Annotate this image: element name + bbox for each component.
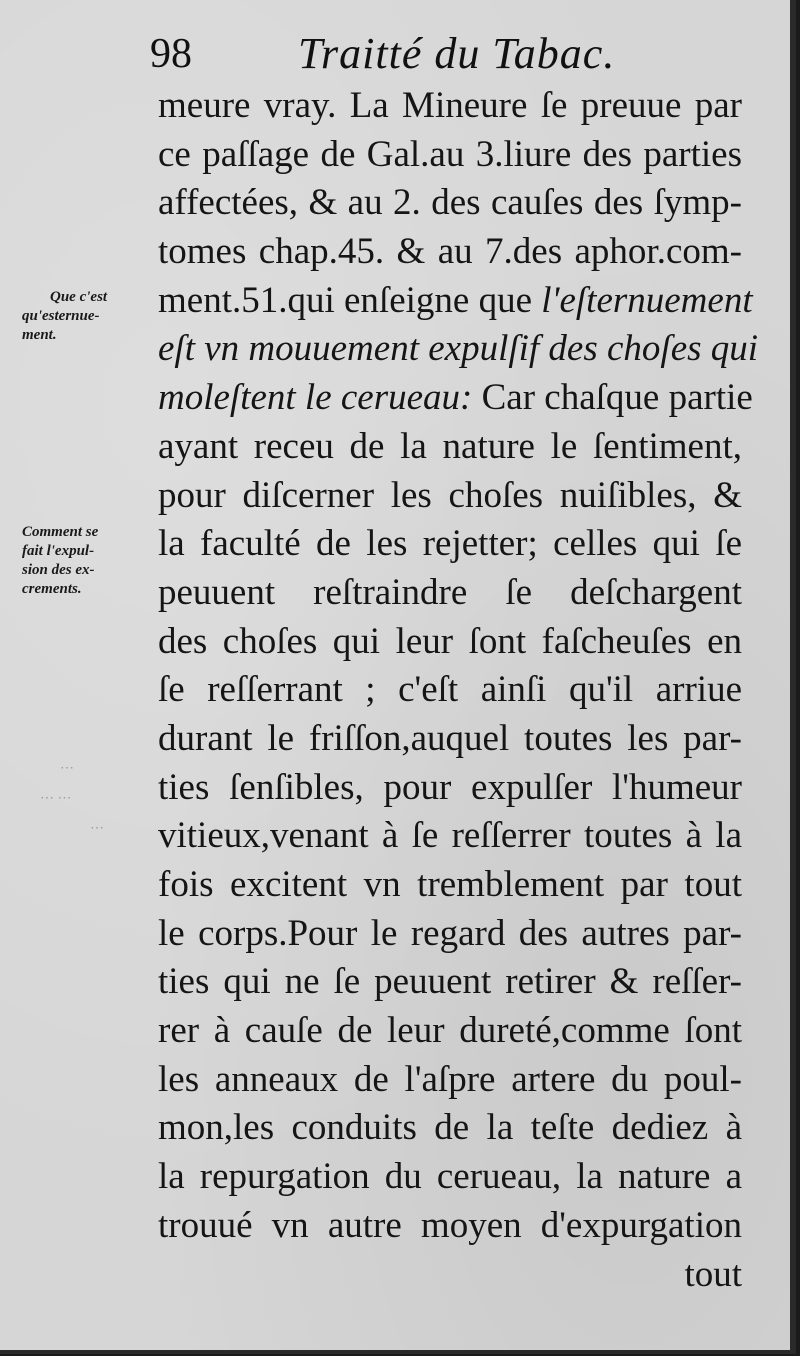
italic-quote: moleſtent le cerueau: <box>158 377 473 419</box>
text-line: meure vray. La Mineure ſe preuue par <box>158 85 742 126</box>
catchword: tout <box>684 1253 742 1295</box>
text-line: ties ſenſibles, pour expulſer l'humeur <box>158 766 742 808</box>
bleed-through-mark: ⋯ ⋯ <box>40 791 72 806</box>
text-line: vitieux,venant à ſe reſſerrer toutes à la <box>158 815 742 857</box>
bleed-through-mark: ⋯ <box>90 821 104 836</box>
margin-note-sneezing <box>22 288 152 345</box>
text-line: tomes chap.45. & au 7.des aphor.com- <box>158 231 742 273</box>
text-line: pour diſcerner les choſes nuiſibles, & <box>158 474 742 516</box>
text-line: trouué vn autre moyen d'expurgation <box>158 1204 742 1246</box>
text-line: des choſes qui leur ſont faſcheuſes en <box>158 620 742 662</box>
text-line <box>158 374 753 423</box>
text-line: ties qui ne ſe peuuent retirer & reſſer- <box>158 961 742 1003</box>
text-line: ce paſſage de Gal.au 3.liure des parties <box>158 133 742 175</box>
margin-note-line: ment. <box>22 327 57 343</box>
bleed-through-mark: ⋯ <box>60 761 74 776</box>
page-header <box>148 22 618 82</box>
text-line: la repurgation du cerueau, la nature a <box>158 1156 742 1198</box>
margin-note-line: crements. <box>22 581 82 597</box>
running-title: Traitté du Tabac. <box>298 29 616 78</box>
text-run: Car chaſque partie <box>472 377 753 419</box>
text-line: le corps.Pour le regard des autres par- <box>158 912 742 954</box>
margin-note-line: fait l'expul- <box>22 543 95 559</box>
body-text <box>158 82 759 1299</box>
text-line: la faculté de les rejetter; celles qui ſe <box>158 523 742 565</box>
margin-note-line: sion des ex- <box>22 562 95 578</box>
text-line: rer à cauſe de leur dureté,comme ſont <box>158 1010 742 1052</box>
text-line: les anneaux de l'aſpre artere du poul- <box>158 1058 742 1100</box>
text-line: ſe reſſerrant ; c'eſt ainſi qu'il arriue <box>158 669 742 711</box>
text-line <box>158 277 753 326</box>
text-line: affectées, & au 2. des cauſes des ſymp- <box>158 182 742 224</box>
text-line: durant le friſſon,auquel toutes les par- <box>158 717 742 759</box>
margin-note-line: qu'esternue- <box>22 308 100 324</box>
text-run: ment.51.qui enſeigne que <box>158 279 542 321</box>
text-line: ayant receu de la nature le ſentiment, <box>158 425 742 467</box>
text-line: fois excitent vn tremblement par tout <box>158 864 742 905</box>
margin-note-line: Que c'est <box>50 289 108 305</box>
margin-note-line: Comment se <box>22 524 99 540</box>
italic-quote: l'eſternuement <box>541 279 753 321</box>
text-line: mon,les conduits de la teſte dediez à <box>158 1107 742 1149</box>
text-line: peuuent reſtraindre ſe deſchargent <box>158 571 742 613</box>
page-number: 98 <box>150 31 192 77</box>
italic-quote-line: eſt vn mouuement expulſif des choſes qui <box>158 328 759 370</box>
margin-note-expulsion <box>22 523 152 599</box>
